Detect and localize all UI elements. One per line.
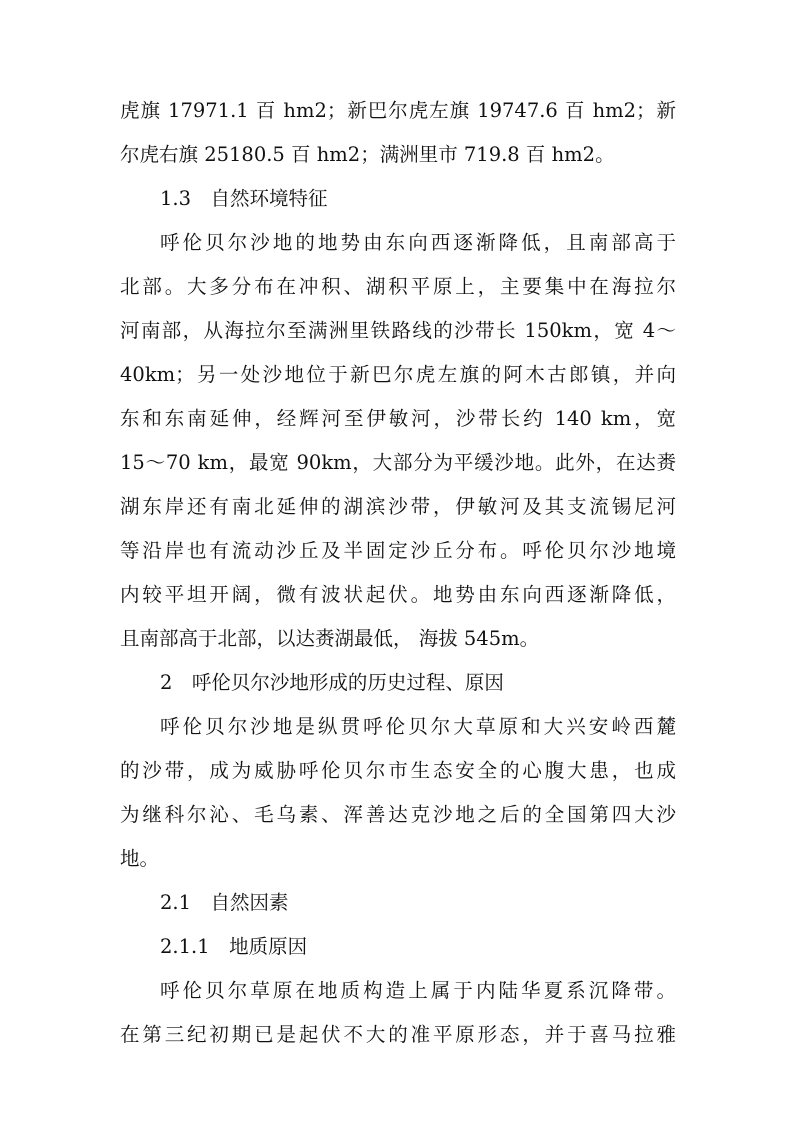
paragraph-line: 内较平坦开阔，微有波状起伏。地势由东向西逐渐降低， xyxy=(120,583,676,606)
paragraph-line: 等沿岸也有流动沙丘及半固定沙丘分布。呼伦贝尔沙地境 xyxy=(120,539,676,562)
section-heading: 2 呼伦贝尔沙地形成的历史过程、原因 xyxy=(160,671,504,694)
paragraph-line: 虎旗 17971.1 百 hm2；新巴尔虎左旗 19747.6 百 hm2；新 xyxy=(120,99,676,122)
paragraph-line: 北部。大多分布在冲积、湖积平原上，主要集中在海拉尔 xyxy=(120,275,676,298)
section-heading: 2.1 自然因素 xyxy=(160,891,289,914)
paragraph-line: 在第三纪初期已是起伏不大的准平原形态，并于喜马拉雅 xyxy=(120,1023,676,1046)
paragraph-line: 40km；另一处沙地位于新巴尔虎左旗的阿木古郎镇，并向 xyxy=(120,363,676,386)
paragraph-line: 地。 xyxy=(120,847,160,870)
paragraph-line: 尔虎右旗 25180.5 百 hm2；满洲里市 719.8 百 hm2。 xyxy=(120,143,615,166)
paragraph-line: 且南部高于北部，以达赉湖最低， 海拔 545m。 xyxy=(120,627,540,650)
paragraph-line: 为继科尔沁、毛乌素、浑善达克沙地之后的全国第四大沙 xyxy=(120,803,676,826)
paragraph-line: 呼伦贝尔沙地的地势由东向西逐渐降低，且南部高于 xyxy=(160,231,676,254)
paragraph-line: 呼伦贝尔沙地是纵贯呼伦贝尔大草原和大兴安岭西麓 xyxy=(160,715,676,738)
paragraph-line: 河南部，从海拉尔至满洲里铁路线的沙带长 150km，宽 4～ xyxy=(120,319,676,342)
paragraph-line: 湖东岸还有南北延伸的湖滨沙带，伊敏河及其支流锡尼河 xyxy=(120,495,676,518)
paragraph-line: 东和东南延伸，经辉河至伊敏河，沙带长约 140 km，宽 xyxy=(120,407,676,430)
section-heading: 1.3 自然环境特征 xyxy=(160,187,328,210)
paragraph-line: 的沙带，成为威胁呼伦贝尔市生态安全的心腹大患，也成 xyxy=(120,759,676,782)
subsection-heading: 2.1.1 地质原因 xyxy=(160,935,308,958)
paragraph-line: 呼伦贝尔草原在地质构造上属于内陆华夏系沉降带。 xyxy=(160,979,676,1002)
paragraph-line: 15～70 km，最宽 90km，大部分为平缓沙地。此外，在达赉 xyxy=(120,451,676,474)
